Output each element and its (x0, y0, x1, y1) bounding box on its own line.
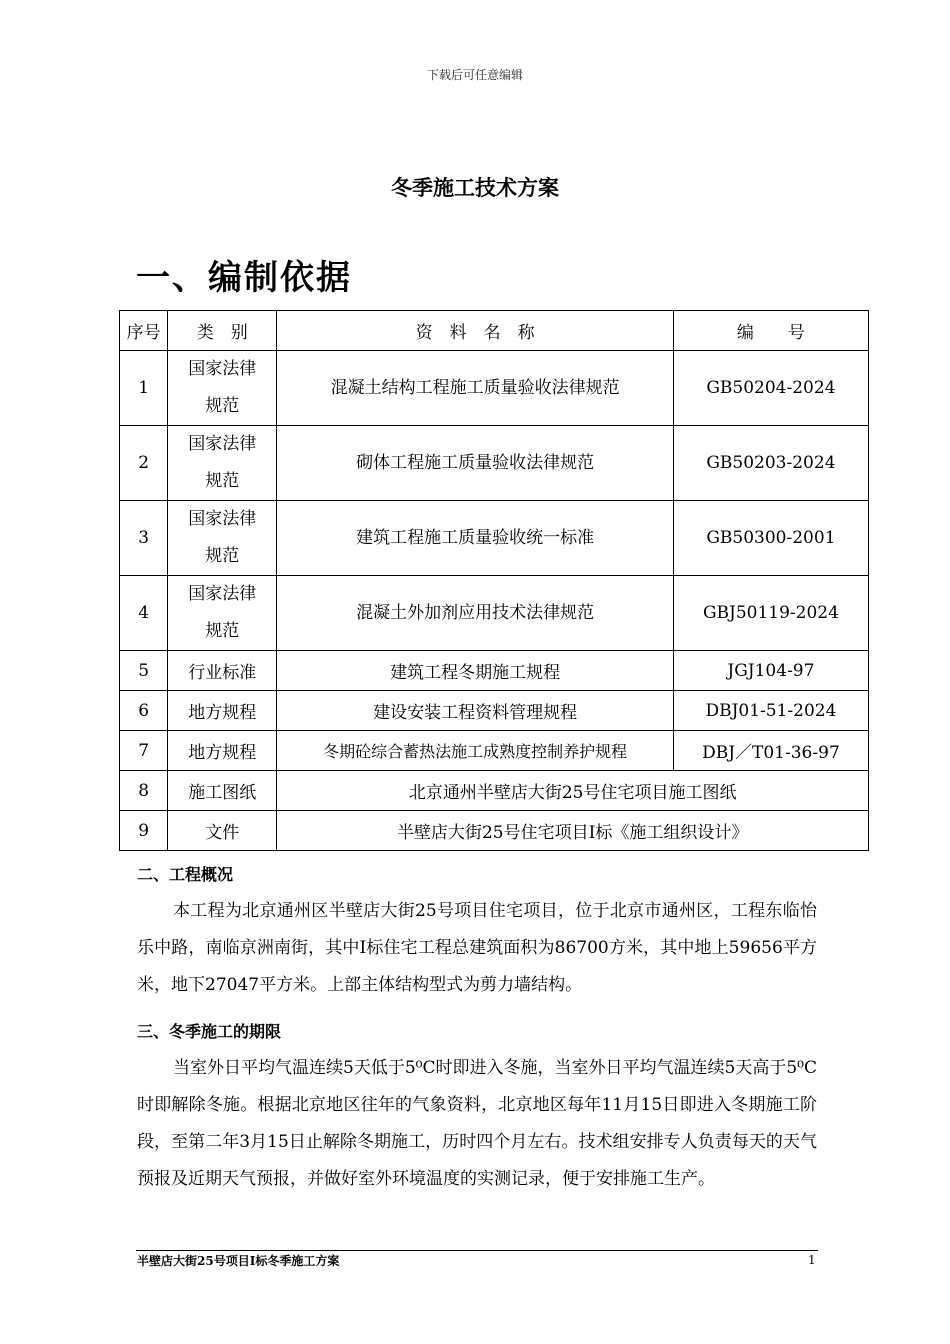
table-row (120, 351, 869, 426)
section3-paragraph: 当室外日平均气温连续5天低于5⁰C时即进入冬施，当室外日平均气温连续5天高于5⁰C时即解除冬施。根据北京地区往年的气象资料，北京地区每年11月15日即进入冬期施工阶段，至第二年3月15日止解除冬期施工，历时四个月左右。技术组安排专人负责每天的天气预报及近期天气预报，并做好室外环境温度的实测记录，便于安排施工生产。 (137, 1058, 817, 1189)
section2-heading: 二、工程概况 (137, 865, 234, 884)
row-no: 1 (120, 351, 168, 426)
section2-paragraph: 本工程为北京通州区半壁店大街25号项目住宅项目，位于北京市通州区，工程东临怡乐中路，南临京洲南街，其中Ⅰ标住宅工程总建筑面积为86700方米，其中地上59656平方米，地下27047平方米。上部主体结构型式为剪力墙结构。 (137, 901, 817, 995)
row-category (168, 576, 277, 651)
row-no: 3 (120, 501, 168, 576)
row-code: DBJ01-51-2024 (673, 691, 868, 731)
category-text: 国家法律规范 (188, 584, 257, 641)
header-code: 编 号 (673, 311, 868, 351)
header-watermark: 下载后可任意编辑 (426, 68, 523, 82)
row-no: 4 (120, 576, 168, 651)
header-category: 类 别 (168, 311, 277, 351)
table-header-row (120, 311, 869, 351)
section3-heading: 三、冬季施工的期限 (137, 1022, 282, 1041)
table-row (120, 576, 869, 651)
row-category: 施工图纸 (168, 771, 277, 811)
category-text: 国家法律规范 (188, 509, 257, 566)
row-name: 混凝土外加剂应用技术法律规范 (277, 576, 674, 651)
row-name: 建筑工程施工质量验收统一标准 (277, 501, 674, 576)
row-category (168, 501, 277, 576)
table-row (120, 771, 869, 811)
row-name: 建设安装工程资料管理规程 (277, 691, 674, 731)
reference-table (119, 310, 869, 851)
row-category (168, 351, 277, 426)
category-text: 国家法律规范 (188, 434, 257, 491)
table-row (120, 811, 869, 851)
row-name: 建筑工程冬期施工规程 (277, 651, 674, 691)
category-text: 国家法律规范 (188, 359, 257, 416)
row-name: 半壁店大街25号住宅项目Ⅰ标《施工组织设计》 (277, 811, 869, 851)
table-row (120, 426, 869, 501)
footer-title: 半壁店大街25号项目Ⅰ标冬季施工方案 (137, 1254, 340, 1268)
table-row (120, 691, 869, 731)
row-code: GB50300-2001 (673, 501, 868, 576)
header-name: 资 料 名 称 (277, 311, 674, 351)
row-no: 6 (120, 691, 168, 731)
row-code: JGJ104-97 (673, 651, 868, 691)
row-name: 北京通州半壁店大街25号住宅项目施工图纸 (277, 771, 869, 811)
row-category: 地方规程 (168, 731, 277, 771)
row-no: 8 (120, 771, 168, 811)
row-no: 9 (120, 811, 168, 851)
table-row (120, 731, 869, 771)
row-name: 砌体工程施工质量验收法律规范 (277, 426, 674, 501)
row-no: 7 (120, 731, 168, 771)
row-category: 文件 (168, 811, 277, 851)
section1-heading: 一、编制依据 (136, 258, 352, 298)
row-code: GBJ50119-2024 (673, 576, 868, 651)
page-number: 1 (808, 1253, 816, 1267)
row-no: 5 (120, 651, 168, 691)
row-name: 冬期砼综合蓄热法施工成熟度控制养护规程 (277, 731, 674, 771)
header-no: 序号 (120, 311, 168, 351)
row-category: 行业标准 (168, 651, 277, 691)
document-title: 冬季施工技术方案 (391, 176, 559, 200)
row-code: GB50203-2024 (673, 426, 868, 501)
row-code: DBJ／T01-36-97 (673, 731, 868, 771)
row-code: GB50204-2024 (673, 351, 868, 426)
row-category: 地方规程 (168, 691, 277, 731)
row-no: 2 (120, 426, 168, 501)
table-row (120, 651, 869, 691)
footer-divider (136, 1250, 818, 1251)
row-name: 混凝土结构工程施工质量验收法律规范 (277, 351, 674, 426)
row-category (168, 426, 277, 501)
table-row (120, 501, 869, 576)
